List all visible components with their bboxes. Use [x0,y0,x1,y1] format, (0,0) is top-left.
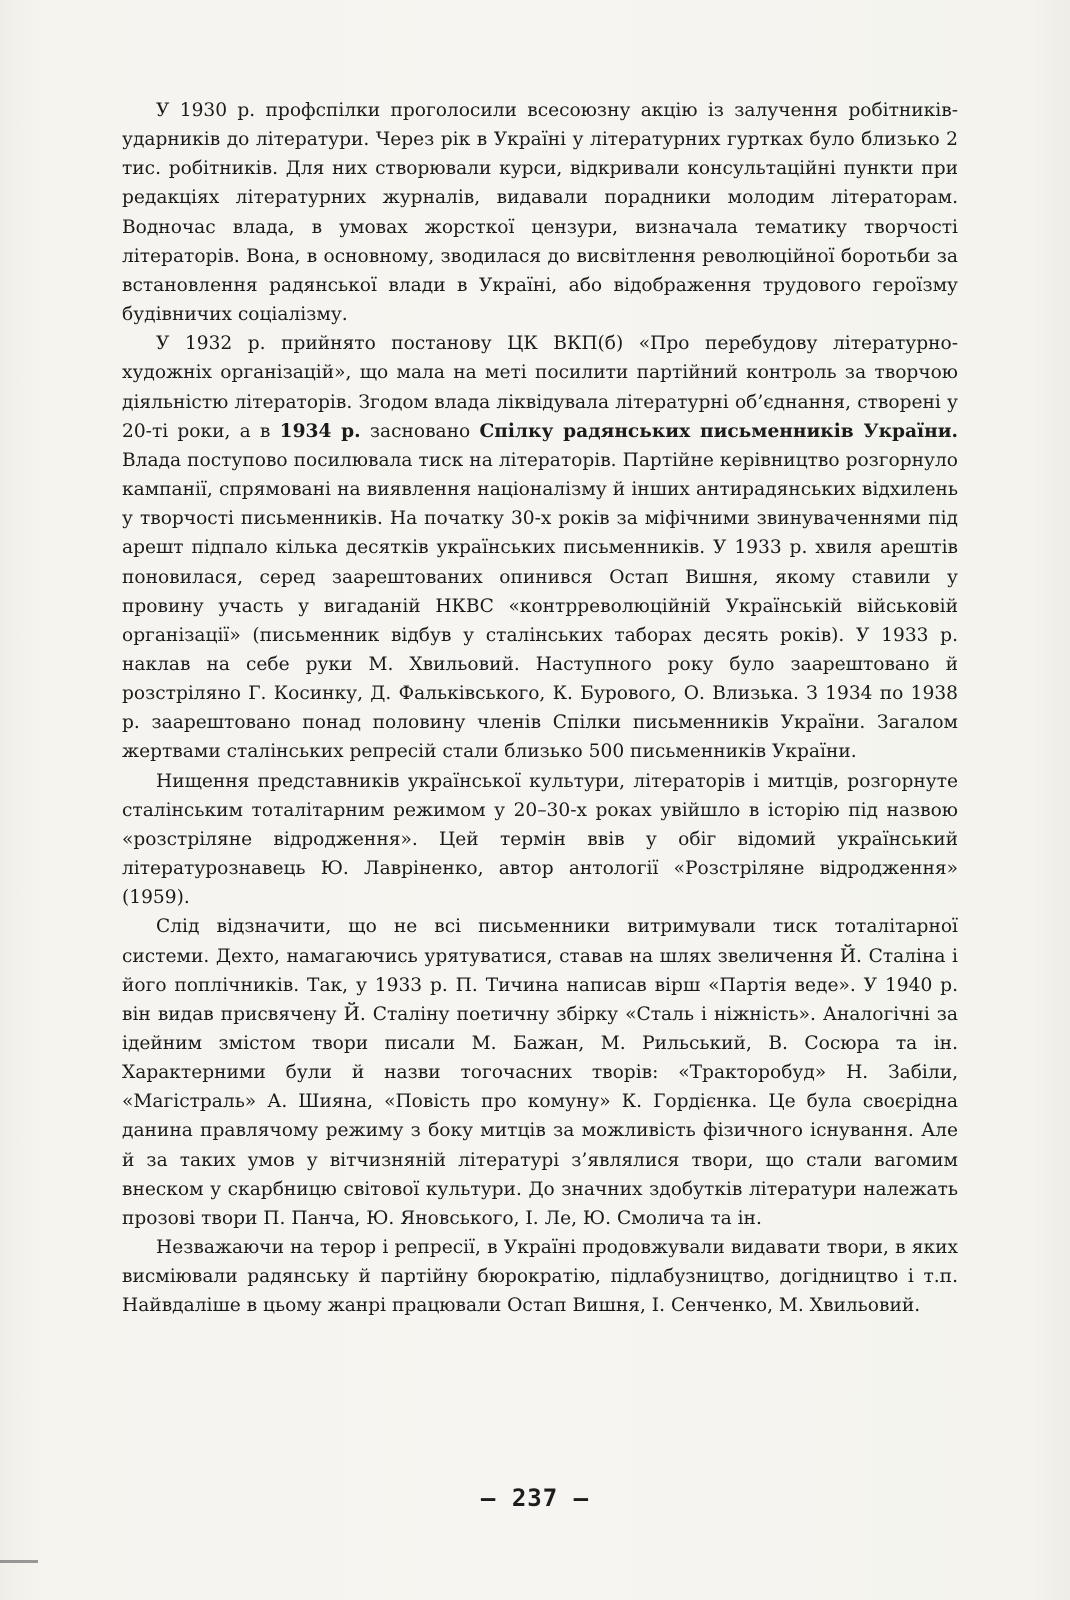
page-number: – 237 – [480,1484,590,1512]
text-run: Нищення представників української культури, літераторів і митців, розгорнуте сталінським тоталітарним режимом у 20–30-х роках увійшло в історію під назвою «розстріляне відродження». Цей термін ввів у обіг відомий український літературознавець Ю. Лавріненко, автор антології «Розстріляне відродження» (1959). [122,770,958,909]
paragraph [122,1233,958,1320]
text-run: Слід відзначити, що не всі письменники витримували тиск тоталітарної системи. Дехто, намагаючись урятуватися, ставав на шлях звеличення Й. Сталіна і його поплічників. Так, у 1933 р. П. Тичина написав вірш «Партія веде». У 1940 р. він видав присвячену Й. Сталіну поетичну збірку «Сталь і ніжність». Аналогічні за ідейним змістом твори писали М. Бажан, М. Рильський, В. Сосюра та ін. Характерними були й назви тогочасних творів: «Тракторобуд» Н. Забіли, «Магістраль» А. Шияна, «Повість про комуну» К. Гордієнка. Це була своєрідна данина правлячому режиму з боку митців за можливість фізичного існування. Але й за таких умов у вітчизняній літературі з’являлися твори, що стали вагомим внеском у скарбницю світової культури. До значних здобутків літератури належать прозові твори П. Панча, Ю. Яновського, І. Ле, Ю. Смолича та ін. [122,916,958,1229]
paragraph [122,767,958,913]
text-run: У 1930 р. профспілки проголосили всесоюзну акцію із залучення робітників-ударників до літератури. Через рік в Україні у літературних гуртках було близько 2 тис. робітників. Для них створювали курси, відкривали консультаційні пункти при редакціях літературних журналів, видавали порадники молодим літераторам. Водночас влада, в умовах жорсткої цензури, визначала тематику творчості літераторів. Вона, в основному, зводилася до висвітлення революційної боротьби за встановлення радянської влади в Україні, або відображення трудового героїзму будівничих соціалізму. [122,100,958,326]
text-run: У 1932 р. прийнято постанову ЦК ВКП(б) «Про перебудову літературно-художніх організацій», що мала на меті посилити партійний контроль за творчою діяльністю літераторів. Згодом влада ліквідувала літературні об’єднання, створені у 20-ті роки, а в [122,333,958,442]
page-edge-mark [0,1560,38,1563]
paragraph [122,96,958,329]
text-run: Незважаючи на терор і репресії, в Україні продовжували видавати твори, в яких висміювали радянську й партійну бюрократію, підлабузництво, догідництво і т.п. Найвдаліше в цьому жанрі працювали Остап Вишня, І. Сенченко, М. Хвильовий. [122,1237,958,1317]
paragraph [122,329,958,766]
page-body-text [122,96,958,1321]
text-run: засновано [360,420,480,442]
paragraph [122,912,958,1233]
bold-text-run: 1934 р. [279,420,361,442]
text-run: Влада поступово посилювала тиск на літераторів. Партійне керівництво розгорнуло кампанії, спрямовані на виявлення націоналізму й інших антирадянських відхилень у творчості письменників. На початку 30-х років за міфічними звинуваченнями під арешт підпало кілька десятків українських письменників. У 1933 р. хвиля арештів поновилася, серед заарештованих опинився Остап Вишня, якому ставили у провину участь у вигаданій НКВС «контрреволюційній Українській військовій організації» (письменник відбув у сталінських таборах десять років). У 1933 р. наклав на себе руки М. Хвильовий. Наступного року було заарештовано й розстріляно Г. Косинку, Д. Фальківського, К. Бурового, О. Влизька. З 1934 по 1938 р. заарештовано понад половину членів Спілки письменників України. Загалом жертвами сталінських репресій стали близько 500 письменників України. [122,449,958,763]
bold-text-run: Спілку радянських письменників України. [479,420,958,442]
